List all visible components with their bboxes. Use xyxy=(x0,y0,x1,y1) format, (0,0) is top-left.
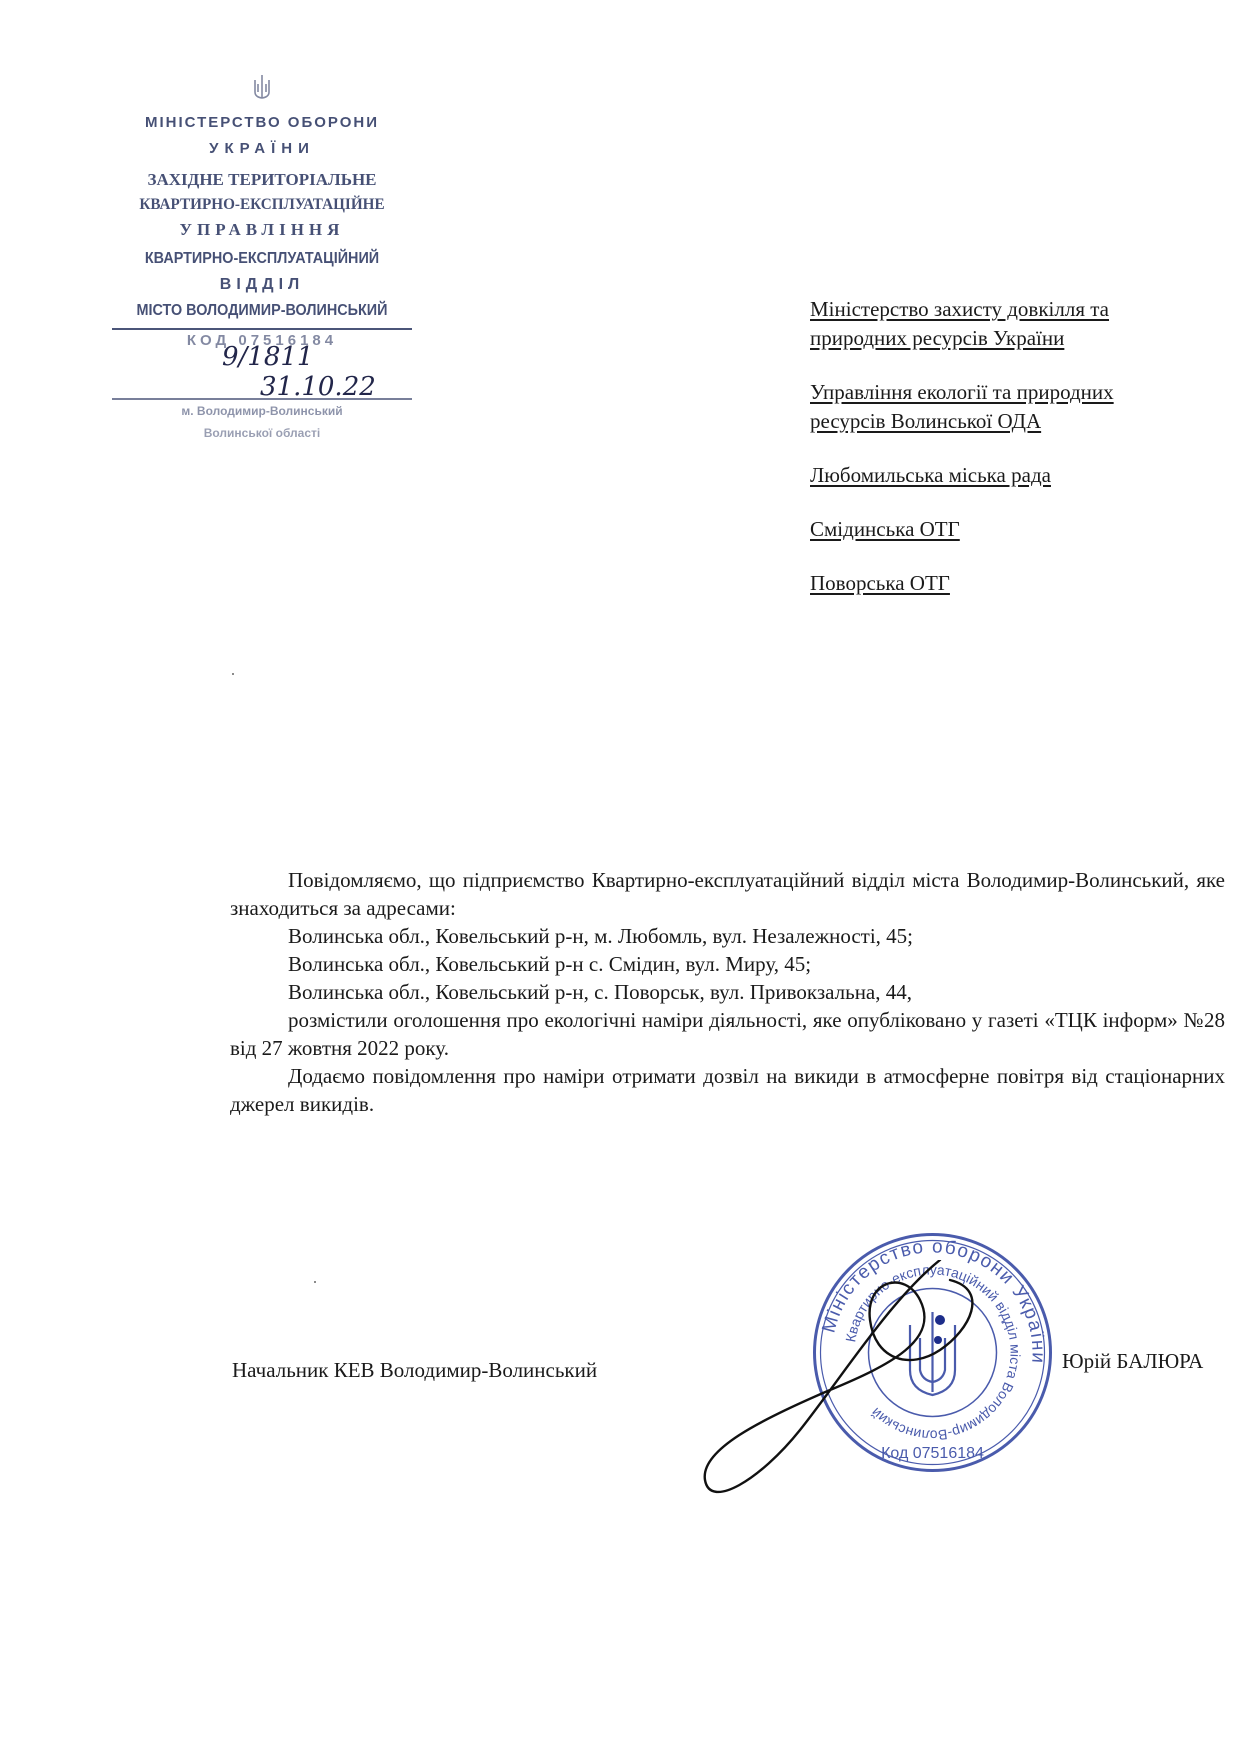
address-line: Волинська обл., Ковельський р-н, м. Любомль, вул. Незалежності, 45; xyxy=(288,924,914,948)
body-intro: Повідомляємо, що підприємство Квартирно-експлуатаційний відділ міста Володимир-Волинський, яке знаходиться за адресами: xyxy=(230,868,1225,920)
recipient-ecology-department: Управління екології та природних ресурсів Волинської ОДА xyxy=(810,380,1114,433)
letter-body xyxy=(230,866,1225,1118)
stamp-line-3: ЗАХІДНЕ ТЕРИТОРІАЛЬНЕ xyxy=(147,170,377,189)
recipient-lyuboml-council: Любомильська міська рада xyxy=(810,463,1051,487)
stamp-line-2: УКРАЇНИ xyxy=(209,140,315,157)
stamp-line-1: МІНІСТЕРСТВО ОБОРОНИ xyxy=(144,114,380,131)
seal-outer-text: Міністерство оборони України xyxy=(818,1236,1049,1365)
stamp-divider-2 xyxy=(112,398,412,400)
stamp-line-8: МІСТО ВОЛОДИМИР-ВОЛИНСЬКИЙ xyxy=(136,302,388,319)
stamp-divider xyxy=(112,328,412,330)
scan-speck xyxy=(232,673,234,675)
seal-inner-text: Квартирно-експлуатаційний відділ міста Володимир-Волинський xyxy=(842,1261,1024,1444)
stamp-line-region: Волинської області xyxy=(203,426,321,440)
seal-code: Код 07516184 xyxy=(881,1445,984,1462)
scan-speck xyxy=(314,1281,316,1283)
stamp-line-4: КВАРТИРНО-ЕКСПЛУАТАЦІЙНЕ xyxy=(139,196,385,213)
stamp-line-6: КВАРТИРНО-ЕКСПЛУАТАЦІЙНИЙ xyxy=(144,250,380,267)
recipient-ministry: Міністерство захисту довкілля та природних ресурсів України xyxy=(810,297,1110,350)
address-line: Волинська обл., Ковельський р-н с. Смідин, вул. Миру, 45; xyxy=(288,952,812,976)
address-line: Волинська обл., Ковельський р-н, с. Поворськ, вул. Привокзальна, 44, xyxy=(288,980,913,1004)
stamp-line-5: УПРАВЛІННЯ xyxy=(179,220,345,239)
signatory-name: Юрій БАЛЮРА xyxy=(1062,1349,1204,1373)
outgoing-number: 9/1811 xyxy=(222,342,314,372)
stamp-line-7: ВІДДІЛ xyxy=(219,276,305,293)
signatory-title: Начальник КЕВ Володимир-Волинський xyxy=(232,1358,598,1382)
body-publication: розмістили оголошення про екологічні наміри діяльності, яке опубліковано у газеті «ТЦК інформ» №28 від 27 жовтня 2022 року. xyxy=(230,1008,1225,1060)
recipient-povorsk-otg: Поворська ОТГ xyxy=(810,571,950,595)
handwritten-signature xyxy=(690,1260,1090,1560)
outgoing-date: 31.10.22 xyxy=(260,372,376,402)
trident-emblem-icon xyxy=(247,72,277,102)
stamp-code: КОД 07516184 xyxy=(186,332,338,349)
body-attachment: Додаємо повідомлення про наміри отримати дозвіл на викиди в атмосферне повітря від стаціонарних джерел викидів. xyxy=(230,1064,1225,1116)
recipients-list xyxy=(810,295,1210,623)
recipient-smidyn-otg: Смідинська ОТГ xyxy=(810,517,960,541)
stamp-line-city: м. Володимир-Волинський xyxy=(181,404,343,418)
letterhead-stamp xyxy=(112,70,412,450)
